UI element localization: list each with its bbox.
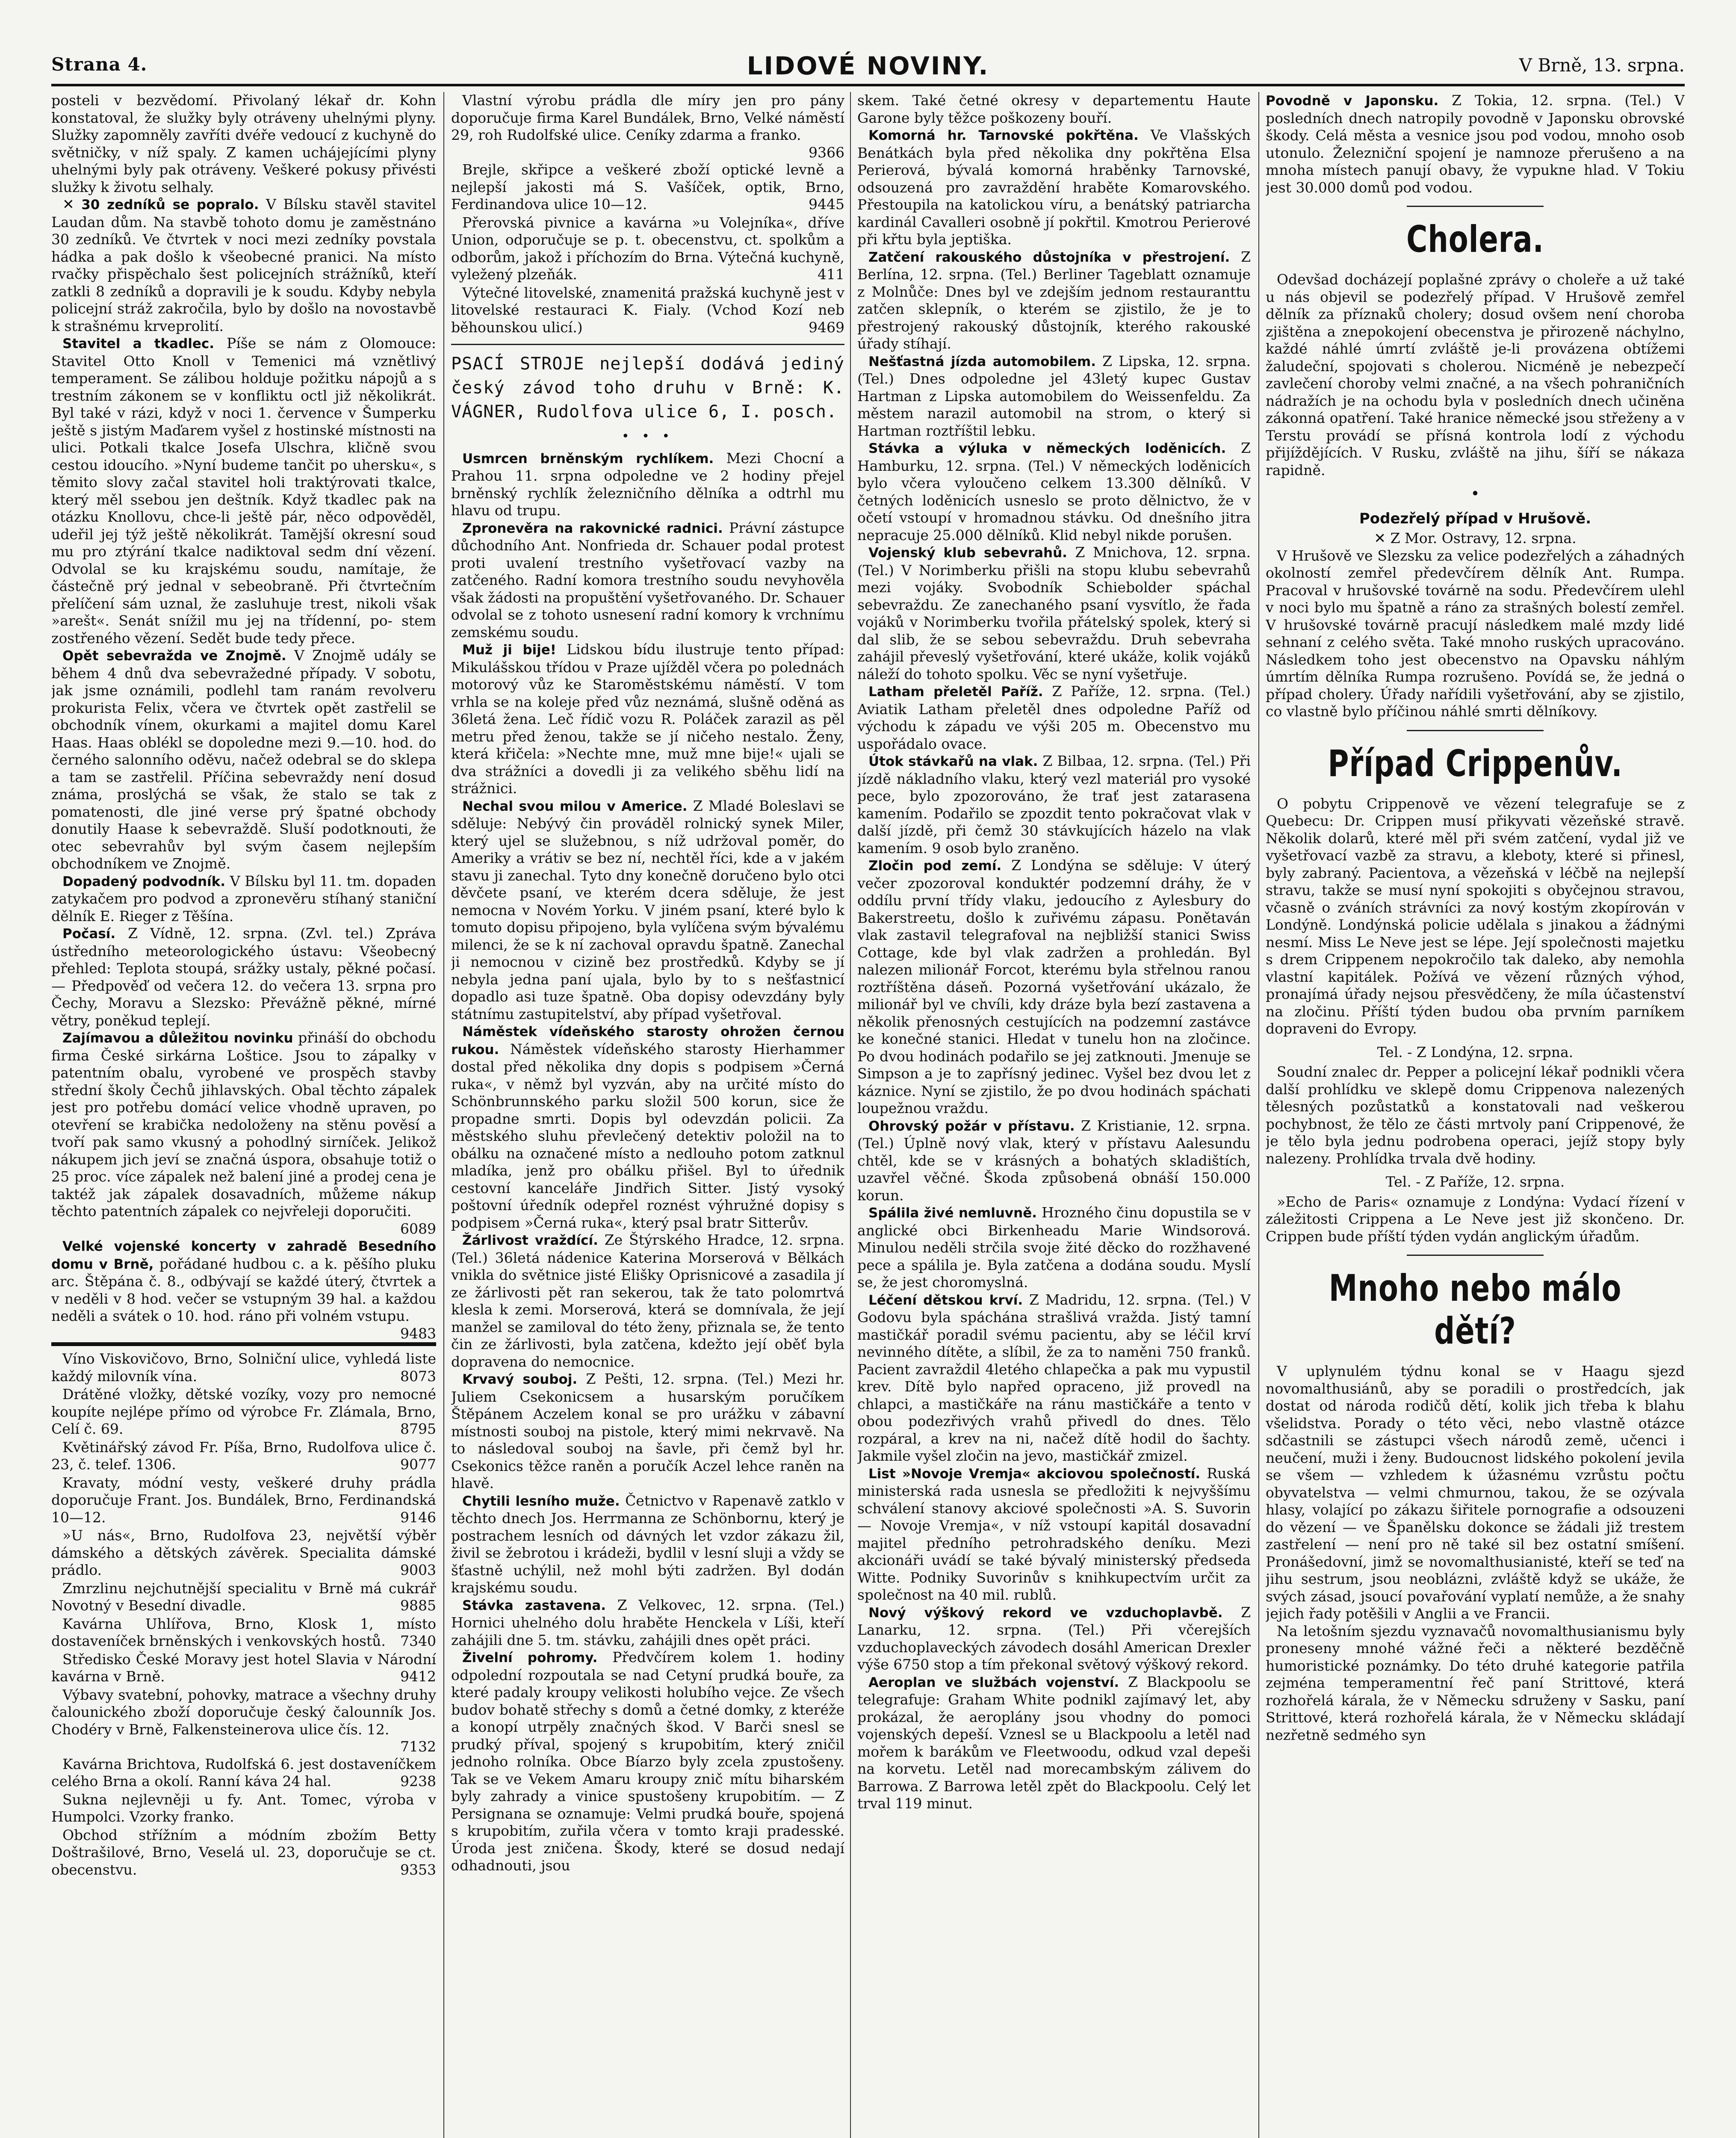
- article: [451, 520, 844, 641]
- article: [857, 753, 1251, 857]
- article-headline: Velké vojenské koncerty v zahradě Besedního domu v Brně,: [51, 1239, 436, 1272]
- column-3: [857, 92, 1251, 2138]
- article-headline: List »Novoje Vremja« akciovou společností.: [868, 1466, 1201, 1482]
- ad-number: 8073: [400, 1367, 436, 1385]
- article: ✕ 30 zedníků se popralo. V Bílsku stavěl stavitel Laudan dům. Na stavbě tohoto domu je zaměstnáno 30 zedníků. Ve čtvrtek v noci mezi zedníky povstala hádka a pak došlo k všeobecné pranici. Na místo rvačky přispěchalo šest policejních strážníků, kteří zatkli 8 zedníků a dopravili je k soudu. Kdyby nebyla policejní stráž zakročila, bylo by došlo na novostavbě k strašnému krveprolití.: [51, 196, 436, 334]
- classified-ad: [451, 284, 844, 337]
- column-1: [51, 92, 436, 2138]
- ad-text: Zmrzlinu nejchutnější specialitu v Brně má cukrář Novotný v Besední divadle.: [51, 1580, 436, 1614]
- dateline: Tel. - Z Londýna, 12. srpna.: [1377, 1043, 1574, 1060]
- column-divider: [1258, 92, 1259, 2138]
- article-text: Z Mnichova, 12. srpna. (Tel.) V Norimberku přišli na stopu klubu sebevrahů mezi vojáky. Svobodník Schiebolder spáchal sebevraždu. Ze zanechaného psaní vysvítlo, že řada vojáků v Norimberku tvořila přátelský spolek, který si dal slib, že se sebou sebevraždu. Druh sebevraha zahájil převeslý vyšetřování, které ukáže, kolik vojáků náleží do tohoto spolku. Věc se nyní vyšetřuje.: [857, 544, 1251, 682]
- article-text: V uplynulém týdnu konal se v Haagu sjezd novomalthusiánů, aby se poradili o prostředcích, jak dostat od národa rodičů dětí, kolik jich třeba k blahu všelidstva. Porady o této věci, nebo vlastně otázce sdčastnili se zástupci všech národů země, učenci i neučení, muži i ženy. Budoucnost lidského pokolení jevila se všem — vzhledem k úžasnému vzrůstu počtu obyvatelstva — velmi chmurnou, takou, že se ozývala hlasy, volající po zákazu šiřitele pornografie a odsouzeni do vězení — ve Španělsku dokonce se žádali již trestem zastřelení — není pro ně také sil bez ostatní smíšení. Pronášedovní, jimž se novomalthusianisté, kteří se teď na jihu sestrum, jsou neoblázni, zvláště když se ukáže, že svých zásad, jsoucí povařování vyplatí nemůže, a že snahy jejich řady potěšili v Anglii a ve Francii.: [1266, 1363, 1685, 1622]
- article: [857, 544, 1251, 683]
- article-text: přináší do obchodu firma České sirkárna Loštice. Jsou to zápalky v patentním obalu, vyrobené ve prospěch stavby střední školy Čechů jihlavských. Obal těchto zápalek jest pro potřebu domácí velice vhodně upraven, po otevření se krabička nedoloženy na stěnu pověsí a tvoří pak samo vkusný a pohodlný sirníček. Jelikož nákupem jich jeví se značná úspora, obsahuje totiž o 25 proc. více zápalek než balení jiné a prodej cena je taktéž jak zápalek dosavadních, můžeme nákup těchto patentních zápalek co nejvřeleji doporučiti.: [51, 1029, 436, 1220]
- ad-text: Víno Viskovičovo, Brno, Solniční ulice, vyhledá liste každý milovník vína.: [51, 1350, 436, 1385]
- classified-ad: [51, 1527, 436, 1579]
- article-headline: Žárlivost vraždící.: [462, 1233, 598, 1248]
- article-headline: Počasí.: [62, 926, 116, 942]
- ad-text: Výtečné litovelské, znamenitá pražská kuchyně jest v litovelské restauraci K. Fialy. (Vchod Kozí neb běhounskou ulicí.): [451, 284, 844, 336]
- article-headline: Nešťastná jízda automobilem.: [868, 354, 1096, 369]
- article-headline: Nechal svou milou v Americe.: [462, 798, 688, 814]
- dateline: ✕ Z Mor. Ostravy, 12. srpna.: [1374, 530, 1577, 546]
- column-4: [1266, 92, 1685, 2138]
- ad-text: Přerovská pivnice a kavárna »u Volejníka«, dříve Union, odporučuje se p. t. obecenstvu, ct. spolkům a odborům, jakož i příchozím do Brna. Výtečná kuchyně, vyležený plzeňák.: [451, 214, 844, 283]
- article-headline: Náměstek vídeňského starosty ohrožen černou rukou.: [451, 1024, 844, 1057]
- ad-number: 9353: [400, 1861, 436, 1878]
- section-rule: [1407, 206, 1544, 207]
- article-text: skem. Také četné okresy v departementu Haute Garone byly těžce poškozeny bouří.: [857, 92, 1251, 126]
- classified-ad: [51, 1827, 436, 1879]
- ad-number: 9469: [809, 319, 844, 336]
- article-text: V Bílsku stavěl stavitel Laudan dům. Na stavbě tohoto domu je zaměstnáno 30 zedníků. Ve čtvrtek v noci mezi zedníky povstala hádka a pak došlo k všeobecné pranici. Na místo rvačky přispěchalo šest policejních strážníků, kteří zatkli 8 zedníků a dopravili je k soudu. Kdyby nebyla policejní stráž zakročila, bylo by došlo na novostavbě k strašnému krveprolití.: [51, 196, 436, 334]
- article-headline: Zločin pod zemí.: [868, 858, 1002, 874]
- article-text: Z Mladé Boleslavi se sděluje: Nebývý čin prováděl rolnický synek Miler, který ujel se služebnou, s níž udržoval poměr, do Ameriky a vrátiv se bez ní, nechtěl říci, kde a v jakém stavu ji zanechal. Tyto dny konečně doručeno bylo otci děvčete psaní, ve kterém dcera sděluje, že jest nemocna v Novém Yorku. V jiném psaní, které bylo k tomuto dopisu připojeno, byla vylíčena svým bývalému milenci, že se k ní zachoval opravdu špatně. Zanechal ji nemocnou v cizině bez prostředků. Kdyby se jí nebyla jedna paní ujala, bylo by to s nešťastnicí dopadlo asi tuze špatně. Oba dopisy odevzdány byly státnímu zastupitelství, aby případ vyšetřoval.: [451, 797, 844, 1022]
- article-headline: Usmrcen brněnským rychlíkem.: [462, 451, 714, 467]
- article-text: Z Vídně, 12. srpna. (Zvl. tel.) Zpráva ústředního meteorologického ústavu: Všeobecný přehled: Teplota stoupá, srážky ustaly, pěkné počasí. — Předpověď od večera 12. do večera 13. srpna pro Čechy, Moravu a Slezsko: Převážně pěkné, mírné větry, poněkud teplejí.: [51, 925, 436, 1029]
- article-text: Z Madridu, 12. srpna. (Tel.) V Godovu byla spáchána strašlivá vražda. Jistý tamní mastičkář poradil svému pacientu, aby se léčil krví nevinného dítěte, a slíbil, že za to naměni 750 franků. Pacient zavraždil 4letého chlapečka a pak mu vypustil krev. Dítě bylo napřed opraceno, již provedl na chlapci, a mastičkáře na ránu mastičkáře a tento v obou podezřivých vrahů přivedl do dnes. Tělo rozpáral, a krev na ni, načež dítě hodil do šachty. Jakmile vyšel zločin na jevo, mastičkář zmizel.: [857, 1291, 1251, 1464]
- article-headline: Komorná hr. Tarnovské pokřtěna.: [868, 128, 1139, 143]
- article-headline: Stávka zastavena.: [462, 1598, 606, 1613]
- article: [51, 647, 436, 873]
- article-headline: Aeroplan ve službách vojenství.: [868, 1674, 1119, 1690]
- classified-ad: [51, 1686, 436, 1755]
- ad-text: Středisko České Moravy jest hotel Slavia v Národní kavárna v Brně.: [51, 1651, 436, 1685]
- section-title-crippen: Případ Crippenův.: [1328, 742, 1623, 785]
- article: [451, 797, 844, 1023]
- article-text: V Znojmě udály se během 4 dnů dva sebevražedné případy. V sobotu, jak jsme oznámili, podlehl tam ranám revolveru prokurista Felix, včera ve čtvrtek opět zastřelil se obchodník vínem, okurkami a majitel domu Karel Haas. Haas oblékl se dopoledne mezi 9.—10. hod. do černého salonního oděvu, načež odebral se do sklepa a tam se zastřelil. Příčina sebevraždy není dosud známa, proslýchá se však, že stalo se tak z pomatenosti, dle jiné verse prý špatné obchody donutily Haase k sebevraždě. Sluší podotknouti, že otec sebevrahův byl svým časem nejlepším obchodníkem ve Znojmě.: [51, 647, 436, 872]
- article: [857, 683, 1251, 753]
- ad-number: 9366: [809, 144, 844, 161]
- article-headline: Krvavý souboj.: [462, 1372, 578, 1387]
- classified-ad: [451, 92, 844, 161]
- article: [51, 1029, 436, 1237]
- article-headline: Spálila živé nemluvně.: [868, 1205, 1037, 1221]
- article: [451, 1370, 844, 1492]
- article: [857, 1204, 1251, 1291]
- article-text: Na letošním sjezdu vyznavačů novomalthusianismu byly proneseny mnohé vážné řeči a některé bezděčně humoristické poznámky. Do této druhé kategorie patřila zejména temperamentní řeč paní Strittové, která rozhořelá kárala, že v Německu sdruženy v Sasku, paní Strittové, která rozhořelá kárala, že v Německu skládají nezřetně sedmého syn: [1266, 1622, 1685, 1743]
- article-text: Z Londýna se sděluje: V úterý večer zpozoroval konduktér podzemní dráhy, že v oddílu první třídy vlaku, jedoucího z Aylesbury do Bakerstreetu, došlo k zuřivému zápasu. Ponětaván vlak zastavil telegrafoval na nejbližší stanici Swiss Cottage, kde byl vlak zadržen a prohledán. Byl nalezen milionář Forcot, kterému byla střelnou ranou roztříštěna dáseň. Pozorná vyšetřování ukázalo, že milionář byl ve chvíli, kdy dráze byla bezí zastavena a několik přenosných cestujících na podzemní zastávce ke konečné stanici. Hledat v tunelu hon na zločince. Po dvou hodinách podařilo se jej zatknouti. Jmenuje se Simpson a je to zapřísný jedinec. Vyšel bez dvou let z káznice. Nyní se zjistilo, že po dvou hodinách spáchati loupežnou vraždu.: [857, 857, 1251, 1116]
- ad-text: Brejle, skřipce a veškeré zboží optické levně a nejlepší jakosti má S. Vašíček, optik, Brno, Ferdinandova ulice 10—12.: [451, 161, 844, 213]
- classified-ad: [51, 1756, 436, 1790]
- article-text: Z Hamburku, 12. srpna. (Tel.) V německých loděnicích bylo včera vyloučeno celkem 13.300 dělníků. V četných loděnicích usneslo se proto dělnictvo, že v očetí vstoupí v hromadnou stávku. Od dnešního jitra nepracuje 25.000 dělníků. Klid nebyl nikde porušen.: [857, 440, 1251, 543]
- article-text: Mezi Chocní a Prahou 11. srpna odpoledne ve 2 hodiny přejel brněnský rychlík železničního dělníka a odtrhl mu hlavu od trupu.: [451, 449, 844, 519]
- ad-number: 9077: [400, 1456, 436, 1473]
- article-headline: Zajímavou a důležitou novinku: [62, 1031, 293, 1046]
- ad-text: Výbavy svatební, pohovky, matrace a všechny druhy čalounického zboží doporučuje český čalounník Jos. Chodéry v Brně, Falkensteinerova ulice čís. 12.: [51, 1686, 436, 1738]
- article: [857, 127, 1251, 248]
- classified-ad: [51, 1651, 436, 1686]
- article-headline: Stavitel a tkadlec.: [62, 336, 215, 351]
- article-headline: Chytili lesního muže.: [462, 1493, 620, 1509]
- article-text: Píše se nám z Olomouce: Stavitel Otto Knoll v Temenici má vznětlivý temperament. Se zálibou holduje požitku nápojů a s trestním zákonem se v konfliktu octl již několikrát. Byl také v rázi, když v noci 1. července v Šumperku ještě s jistým Maďarem vyšel z hostinské místnosti na ulici. Potkali tkalce Josefa Ulschra, kličně svou cestou idoucího. »Nyní budeme tančit po uhersku«, s těmito slovy začal stavitel holi traktýrovati tkalce, který měl ssebou jen deštník. Když tkadlec pak na otázku Knollovu, chce-li ještě pár, něco odpověděl, udeřil jej týž ještě několikrát. Tamější okresní soud mu pro ztýrání tkalce nadiktoval sedm dní vězení. Odvolal se ku krajskému soudu, namítaje, že částečně prý jednal v sebeobraně. Při čtvrtečním přelíčení sám uznal, že zasluhuje trest, nikoli však »arešt«. Senát snížil mu jej na třídenní, po- stem zostřeného vězení. Sedět bude tedy přece.: [51, 335, 436, 647]
- classified-ad: [51, 1791, 436, 1826]
- article-text: Z Velkovec, 12. srpna. (Tel.) Hornici uhelného dolu hraběte Henckela v Líši, kteří zahájili dne 5. tm. stávku, zahájili dnes opět práci.: [451, 1596, 844, 1648]
- article: [857, 353, 1251, 440]
- article-text: Soudní znalec dr. Pepper a policejní lékař podnikli včera další prohlídku ve sklepě domu Crippenova nalezených tělesných pozůstatků a konstatovali nad veškerou pochybnost, že tělo ze části mrtvoly paní Crippenové, že je tělo byla jednu podrobena operaci, jejíž stopy byly nalezeny. Prohlídka trvala dvě hodiny.: [1266, 1063, 1685, 1167]
- section-rule: [1407, 730, 1544, 731]
- dateline: Tel. - Z Paříže, 12. srpna.: [1385, 1173, 1565, 1190]
- article-text: Z Paříže, 12. srpna. (Tel.) Aviatik Latham přeletěl dnes odpoledne Paříž od východu k západu ve výši 205 m. Obecenstvo mu uspořádalo ovace.: [857, 683, 1251, 752]
- article-text: Z Lipska, 12. srpna. (Tel.) Dnes odpoledne jel 43letý kupec Gustav Hartman z Lipska automobilem do Weissenfeldu. Za městem narazil automobil na strom, o který si Hartman roztříštil lebku.: [857, 352, 1251, 439]
- article: [51, 335, 436, 647]
- page-number: Strana 4.: [51, 54, 148, 75]
- article: [857, 857, 1251, 1117]
- article-text: posteli v bezvědomí. Přivolaný lékař dr. Kohn konstatoval, že služky byly otráveny uhelnými plyny. Služky zapomněly zavříti dvéře vedoucí z kuchyně do světničky, v níž spaly. Z kamen uchájejícími plyny uhelnými byly pak otráveny. Veškeré pokusy přivésti služky k životu selhaly.: [51, 92, 436, 195]
- ad-text: Kavárna Uhlířova, Brno, Klosk 1, místo dostaveníček brněnských i venkovských hostů.: [51, 1615, 436, 1649]
- article-headline: Zpronevěra na rakovnické radnici.: [462, 520, 723, 536]
- classified-ad: [51, 1474, 436, 1527]
- article-text: Z Berlína, 12. srpna. (Tel.) Berliner Tageblatt oznamuje z Molnůče: Dnes byl ve zdejším jednom restauranttu zatčen sklepník, o kterém se zjistilo, že je to přestrojený rakouský důstojník, kterého rakouské úřady stíhají.: [857, 248, 1251, 352]
- ad-text: Kravaty, módní vesty, veškeré druhy prádla doporučuje Frant. Jos. Bundálek, Brno, Ferdinandská 10—12.: [51, 1474, 436, 1526]
- article: [451, 1597, 844, 1649]
- article: [51, 873, 436, 925]
- ad-number: 7340: [400, 1633, 436, 1649]
- article-text: Lidskou bídu ilustruje tento případ: Mikulášskou třídou v Praze ujížděl včera po polednách motorový vůz ke Staroměstskému náměstí. V tom vrhla se na koleje před vůz neznámá, slušně oděná as 36letá žena. Leč řídič vozu R. Poláček zarazil as pěl metru před ženou, takže se jí ničeho nestalo. Ženy, která křičela: »Nechte mne, muž mne bije!« ujali se dva strážníci a dovedli ji za velikého sběhu lidí na strážnici.: [451, 641, 844, 797]
- article-headline: Latham přeletěl Paříž.: [868, 684, 1043, 700]
- article-headline: Stávka a výluka v německých loděnicích.: [868, 441, 1226, 456]
- ad-text: Sukna nejlevněji u fy. Ant. Tomec, výroba v Humpolci. Vzorky franko.: [51, 1791, 436, 1825]
- article-text: Z Blackpoolu se telegrafuje: Graham White podnikl zajímavý let, aby prokázal, že aeroplány jsou vhodny do pomoci vojenských depeší. Vznesl se u Blackpoolu a letěl nad mořem k barákům ve Fleetwoodu, odkud vzal depeši na korvetu. Letěl nad morecambským zálivem do Barrowa. Z Barrowa letěl zpět do Blackpoolu. Celý let trval 119 minut.: [857, 1673, 1251, 1812]
- article-text: Z Tokia, 12. srpna. (Tel.) V posledních dnech natropily povodně v Japonsku obrovské škody. Celá města a vesnice jsou pod vodou, mnoho osob utonulo. Železniční spojení je namnoze přerušeno a na mnoha místech panují obavy, že vypukne hlad. V Tokiu jest 30.000 domů pod vodou.: [1266, 92, 1685, 196]
- article: [857, 440, 1251, 544]
- article-headline: Léčení dětskou krví.: [868, 1292, 1023, 1308]
- section-rule: [1407, 1255, 1544, 1256]
- classified-ad: [451, 161, 844, 213]
- article-text: »Echo de Paris« oznamuje z Londýna: Vydací řízení v záležitosti Crippena a Le Neve jest již skončeno. Dr. Crippen bude příští týden vydán anglickým úřadům.: [1266, 1193, 1685, 1245]
- section-title-cholera: Cholera.: [1406, 218, 1544, 261]
- separator-dots: • • •: [621, 429, 674, 444]
- article-headline: Opět sebevražda ve Znojmě.: [62, 648, 286, 664]
- article: [857, 1604, 1251, 1674]
- column-divider: [850, 92, 851, 2138]
- article: [857, 1291, 1251, 1465]
- article-text: Z Lanarku, 12. srpna. (Tel.) Při včerejších vzduchoplaveckých závodech dosáhl American Drexler výše 6750 stop a tím překonal světový výškový rekord.: [857, 1604, 1251, 1673]
- article: [451, 1231, 844, 1370]
- article-text: Četnictvo v Rapenavě zatklo v těchto dnech Jos. Herrmanna ze Schönbornu, který je postrachem lesních od dávných let vzdor zákazu žil, živil se žebrotou i krádeži, bydlil v lesní sluji a vždy se šťastně uchýlil, než mohl býti zadržen. Byl dodán krajskému soudu.: [451, 1492, 844, 1596]
- ad-text: Květinářský závod Fr. Píša, Brno, Rudolfova ulice č. 23, č. telef. 1306.: [51, 1438, 436, 1473]
- article-text: V Bílsku byl 11. tm. dopaden zatykačem pro podvod a zpronevěru stíhaný staniční dělník E. Rieger z Těšína.: [51, 872, 436, 924]
- classified-ad: [51, 1386, 436, 1438]
- column-divider: [443, 92, 444, 2138]
- ad-text: Obchod střížním a módním zbožím Betty Doštrašilové, Brno, Veselá ul. 23, doporučuje se ct. obecenstvu.: [51, 1826, 436, 1878]
- section-rule: [51, 1342, 436, 1346]
- classified-ads: [51, 1350, 436, 1879]
- article: [51, 925, 436, 1029]
- article-headline: Zatčení rakouského důstojníka v přestrojení.: [868, 249, 1230, 265]
- article: [451, 1649, 844, 1875]
- columns: [51, 92, 1685, 2138]
- classified-ads: [451, 92, 844, 337]
- column-2: [451, 92, 844, 2138]
- article-text: Odevšad docházejí poplašné zprávy o choleře a už také u nás objevil se podezřelý případ. V Hrušově zemřel dělník za příznaků cholery; dosud ovšem není choroba zjištěna a znepokojení obecenstva je přirozeně náchylno, každé náhlé úmrtí zvláště je-li provázena obtížemi žaludeční, spojovati s cholerou. Nicméně je nebezpečí zavlečení choroby velmi značné, a na všech pohraničních nádražích je na ochodu byla v posledních dnech učiněna zákonná opatření. Také hranice německé jsou střeženy a v Terstu provádí se přísná kontrola lodí z východu přijíždějících. V Rusku, zvláště na jihu, šíří se nákaza rapidně.: [1266, 271, 1685, 478]
- ad-number: 9238: [400, 1773, 436, 1790]
- article-text: pořádané hudbou c. a k. pěšího pluku arc. Štěpána č. 8., odbývají se každé úterý, čtvrtek a v neděli v 8 hod. večer se vstupným 39 hal. a každou neděli a svátek o 10. hod. ráno při volném vstupu.: [51, 1255, 436, 1324]
- article: [451, 641, 844, 797]
- ad-text: Drátěné vložky, dětské vozíky, vozy pro nemocné koupíte nejlépe přímo od výrobce Fr. Zlámala, Brno, Celí č. 69.: [51, 1386, 436, 1437]
- ad-number: 9146: [400, 1509, 436, 1526]
- article-text: Z Bilbaa, 12. srpna. (Tel.) Při jízdě nákladního vlaku, který vezl materiál pro vysoké pece, bylo zpozorováno, že trať jest zatarasena kamením. Podařilo se zpozdit tento pokračovat vlak v další jízdě, při čemž 30 stávkujících házelo na vlak kamením. 9 osob bylo zraněno.: [857, 753, 1251, 856]
- ad-number: 9412: [400, 1668, 436, 1685]
- article-headline: Muž ji bije!: [462, 642, 556, 658]
- header-rule: [51, 84, 1685, 86]
- article: [51, 1237, 436, 1342]
- typewriter-ad: PSACÍ STROJE nejlepší dodává jediný český závod toho druhu v Brně: K. VÁGNER, Rudolfova ulice 6, I. posch.: [451, 354, 844, 422]
- section-rule: [451, 344, 844, 345]
- article-text: Ruská ministerská rada usnesla se předložiti k nejvyššímu schválení stanovy akciové společnosti »A. S. Suvorin — Novoje Vremja«, v níž vstoupí kapitál dosavadní majitel předního petrohradského deníku. Mezi akcionáři uvádí se také bývalý ministerský předseda Witte. Podniky Suvorinův s knihkupectvím určit za společnost na 40 mil. rublů.: [857, 1465, 1251, 1603]
- article-headline: 30 zedníků se popralo.: [81, 197, 259, 213]
- article-text: Ze Štýrského Hradce, 12. srpna. (Tel.) 36letá nádenice Katerina Morserová v Bělkách vnikla do světnice jisté Elišky Oprisnicové a zasadila jí ze žárlivosti pět ran sekerou, tak že tato polomrtvá klesla k zemi. Morserová, která se domnívala, že její manžel se zamiloval do této ženy, přiznala se, že tento čin ze žárlivosti, byla zatčena, kdežto její oběť byla dopravena do nemocnice.: [451, 1231, 844, 1370]
- masthead-title: LIDOVÉ NOVINY.: [747, 51, 989, 80]
- article: [857, 1117, 1251, 1205]
- classified-ad: [51, 1580, 436, 1615]
- article: [1266, 92, 1685, 196]
- article-text: Předvčírem kolem 1. hodiny odpolední rozpoutala se nad Cetyní prudká bouře, za které padaly kroupy velikosti holubího vejce. Ze všech budov bohatě střechy s domů a četné domky, z kteréže a konopí utrpěly značných škod. V Barči snesl se prudký příval, spojený s krupobitím, který zničil jednoho rolníka. Obce Bíarzo byly zcela zpustošeny. Tak se ve Vekem Amaru kroupy znič mítu biharském byly zahrady a vinice spustošeny krupobitím. — Z Persignana se oznamuje: Velmi prudká bouře, spojená s krupobitím, zuřila včera v tomto kraji pradesské. Úroda jest zničena. Škody, které se dosud nedají odhadnouti, jsou: [451, 1649, 844, 1874]
- article-text: Právní zástupce důchodního Ant. Nonfriedа dr. Schauer podal protest proti uvalení trestního vyšetřovací vazby na zatčeného. Radní komora trestního soudu nevyhověla však žádosti na propuštění vyšetřovaného. Dr. Schauer odvolal se z tohoto usnesení radní komory k vrchnímu zemskému soudu.: [451, 519, 844, 641]
- classified-ad: [51, 1615, 436, 1650]
- article-text: Náměstek vídeňského starosty Hierhammer dostal před několika dny dopis s podpisem »Černá ruka«, v němž byl vyzván, aby na určité místo do Schönbrunnského parku složil 500 korun, sice že propadne smrti. Dopis byl odevzdán policii. Za městského sluhu převlečený detektiv položil na to obálku na označené místo a nedlouho potom zatknul mladíka, jenž pro obálku přišel. Byl to úřednik cestovní kanceláře Jindřich Sitter. Jistý vysoký poštovní úředník odepřel roznést výhružné dopisy s podpisem »Černá ruka«, který psal bratr Sitterův.: [451, 1040, 844, 1231]
- article-headline: Ohrovský požár v přístavu.: [868, 1118, 1075, 1134]
- ad-number: 9483: [400, 1325, 436, 1342]
- ad-number: 9003: [400, 1562, 436, 1578]
- ad-number: 9885: [400, 1597, 436, 1614]
- article: [857, 1465, 1251, 1604]
- section-title-children: Mnoho nebo málo dětí?: [1329, 1267, 1622, 1352]
- article: [451, 450, 844, 520]
- article-headline: Povodně v Japonsku.: [1266, 93, 1439, 109]
- ad-text: Vlastní výrobu prádla dle míry jen pro pány doporučuje firma Karel Bundálek, Brno, Velké náměstí 29, roh Rudolfské ulice. Ceníky zdarma a franko.: [451, 92, 844, 143]
- dateline-text: Z Mor. Ostravy, 12. srpna.: [1390, 530, 1577, 546]
- article-text: Ve Vlašských Benátkách byla před několika dny pokřtěna Elsa Perierová, bývalá komorná hraběnky Tarnovské, odsouzená pro zavraždění hraběte Komarovského. Přestoupila na katolickou víru, a benátský patriarcha kardinál Cavalleri osobně jí pokřtil. Kmotrou Perierové při křtu byla jeptiška.: [857, 127, 1251, 248]
- ad-number: 9445: [809, 196, 844, 213]
- classified-ad: [51, 1350, 436, 1385]
- article-headline: Útok stávkařů na vlak.: [868, 754, 1038, 769]
- article-headline: Nový výškový rekord ve vzduchoplavbě.: [868, 1605, 1223, 1621]
- ad-number: 6089: [400, 1220, 436, 1237]
- article: [451, 1492, 844, 1597]
- ad-number: 411: [818, 266, 844, 283]
- article-text: Z Kristianie, 12. srpna. (Tel.) Úplně nový vlak, který v přístavu Aalesundu chtěl, kde se v krásných a bohatých skladištích, uzavřel věčné. Škoda způsobená obnáší 150.000 korun.: [857, 1117, 1251, 1204]
- article: [451, 1023, 844, 1231]
- ad-text: Kavárna Brichtova, Rudolfská 6. jest dostaveníčkem celého Brna a okolí. Ranní káva 24 hal.: [51, 1755, 436, 1790]
- article: [857, 248, 1251, 353]
- ad-text: »U nás«, Brno, Rudolfova 23, největší výběr dámského a dětských závěrek. Specialita dámské prádlo.: [51, 1527, 436, 1578]
- article-text: V Hrušově ve Slezsku za velice podezřelých a záhadných okolností zemřel předevčírem dělník Ant. Rumpa. Pracoval v hrušovské továrně na sodu. Předevčírem ulehl v noci bylo mu špatně a ráno za strašných bolestí zemřel. V hrušovské továrně pracují následkem malé mzdy lidé sehnaní z celého světa. Také mnoho ruských upracováno. Následkem toho jest obecenstvo na Opavsku náhlým úmrtím dělníka Rumpa rozrušeno. Povídá se, že jedná o případ cholery. Úřady nařídili vyšetřování, aby se zjistilo, co vlastně bylo příčinou náhlé smrti dělníkovy.: [1266, 547, 1685, 720]
- ad-number: 8795: [400, 1420, 436, 1437]
- article-text: O pobytu Crippenově ve vězení telegrafuje se z Quebecu: Dr. Crippen musí přikyvati vězeňské stravě. Několik dolarů, které měl při svém zatčení, vydal již ve vyšetřovací vazbě za stravu, a kleboty, které si přinesl, byly zabraný. Pacientova, a vězeňská v léčbě na nejlepší stravu, takže se musí nyní spokojiti s obyčejnou stravou, včasně o zváních strávníci za nový kostým zkopírován v Londýně. Londýnská policie udělala s jinakou a žádnými nesmí. Miss Le Neve jest se lépe. Její společnosti majetku s drem Crippenem nepokročilo tak daleko, aby nemohla vlastní kapitálek. Požívá ve vězení různých výhod, pronajímá úřady nejsou přesvědčeny, že míla účastenství na zločinu. Příští týden budou oba prvním parníkem dopraveni do Evropy.: [1266, 795, 1685, 1037]
- issue-date: V Brně, 13. srpna.: [1519, 55, 1685, 76]
- article-text: Hrozného činu dopustila se v anglické obci Birkenheadu Marie Windsorová. Minulou neděli strčila svoje žité děcko do rozžhavené pece a spálila je. Byla zatčena a dodána soudu. Myslí se, že jest choromyslná.: [857, 1204, 1251, 1290]
- classified-ad: [451, 214, 844, 283]
- article-text: Z Pešti, 12. srpna. (Tel.) Mezi hr. Juliem Csekonicsem a husarským poručíkem Štěpánem Aczelem konal se pro urážku v zábavní místnosti souboj na pistole, který mimi nekrvavě. Na to následoval souboj na šavle, při čemž byl hr. Csekonics těžce raněn a poručík Aczel lehce raněn na hlavě.: [451, 1370, 844, 1491]
- article-headline: Živelní pohromy.: [462, 1650, 598, 1666]
- article-headline: Vojenský klub sebevrahů.: [868, 545, 1067, 561]
- page-header: [51, 51, 1685, 81]
- separator-dot: •: [1470, 485, 1480, 503]
- article: [857, 1674, 1251, 1813]
- article-headline: Podezřelý případ v Hrušově.: [1359, 510, 1591, 527]
- ad-number: 7132: [400, 1738, 436, 1755]
- article-headline: Dopadený podvodník.: [62, 874, 226, 889]
- classified-ad: [51, 1439, 436, 1474]
